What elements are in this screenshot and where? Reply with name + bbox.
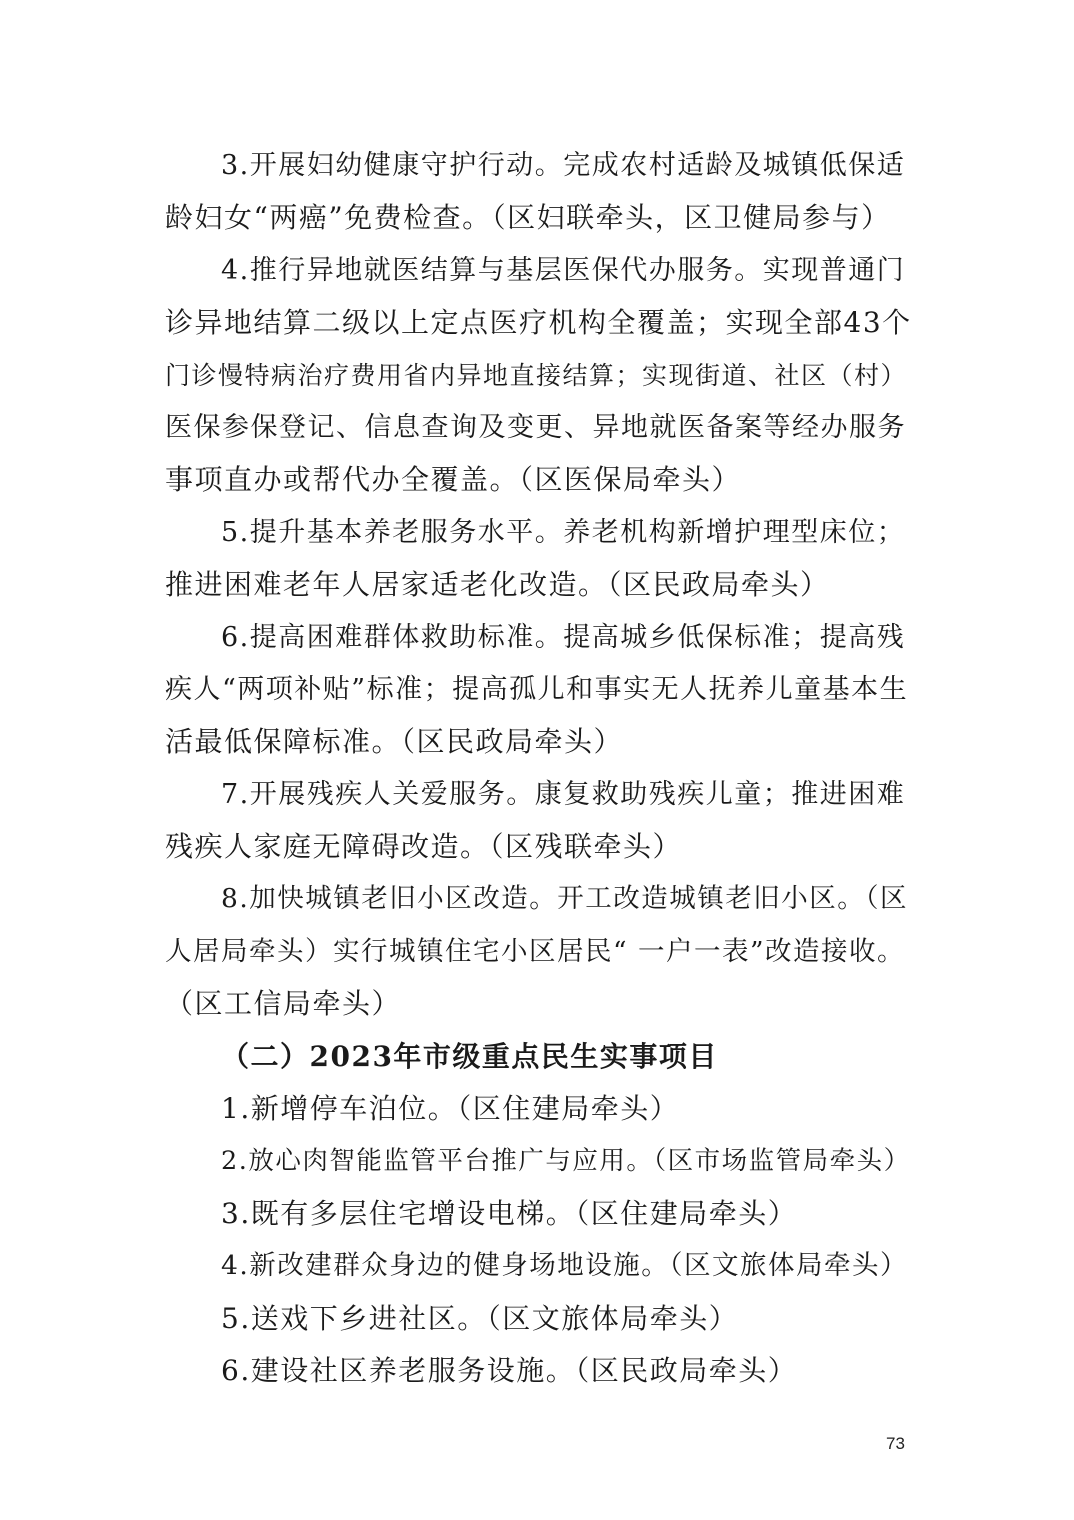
paragraph-line: 7.开展残疾人关爱服务。康复救助残疾儿童；推进困难 [221, 778, 906, 810]
paragraph-line: 残疾人家庭无障碍改造。（区残联牵头） [165, 830, 683, 864]
paragraph-line: 医保参保登记、信息查询及变更、异地就医备案等经办服务 [165, 411, 906, 443]
section-heading: （二）2023年市级重点民生实事项目 [221, 1039, 718, 1073]
list-item: 1.新增停车泊位。（区住建局牵头） [221, 1092, 680, 1126]
paragraph-line: 4.推行异地就医结算与基层医保代办服务。实现普通门 [221, 254, 906, 286]
paragraph-line: 3.开展妇幼健康守护行动。完成农村适龄及城镇低保适 [221, 150, 906, 181]
paragraph-line: 5.提升基本养老服务水平。养老机构新增护理型床位； [221, 516, 906, 548]
page-number: 73 [886, 1434, 905, 1453]
paragraph-line: （区工信局牵头） [165, 987, 402, 1021]
list-item: 5.送戏下乡进社区。（区文旅体局牵头） [221, 1301, 739, 1335]
paragraph-line: 事项直办或帮代办全覆盖。（区医保局牵头） [165, 463, 742, 497]
paragraph-line: 推进困难老年人居家适老化改造。（区民政局牵头） [165, 568, 830, 602]
paragraph-line: 8.加快城镇老旧小区改造。开工改造城镇老旧小区。（区 [221, 883, 909, 915]
list-item: 3.既有多层住宅增设电梯。（区住建局牵头） [221, 1196, 798, 1230]
list-item: 6.建设社区养老服务设施。（区民政局牵头） [221, 1353, 798, 1387]
paragraph-line: 疾人“两项补贴”标准；提高孤儿和事实无人抚养儿童基本生 [165, 673, 909, 705]
paragraph-line: 门诊慢特病治疗费用省内异地直接结算；实现街道、社区（村） [165, 360, 908, 390]
paragraph-line: 活最低保障标准。（区民政局牵头） [165, 725, 624, 759]
paragraph-line: 诊异地结算二级以上定点医疗机构全覆盖；实现全部43个 [165, 306, 912, 340]
document-body [165, 140, 915, 1397]
list-item: 2.放心肉智能监管平台推广与应用。（区市场监管局牵头） [221, 1146, 911, 1177]
paragraph-line: 6.提高困难群体救助标准。提高城乡低保标准；提高残 [221, 621, 906, 653]
list-item: 4.新改建群众身边的健身场地设施。（区文旅体局牵头） [221, 1250, 909, 1282]
paragraph-line: 龄妇女“两癌”免费检查。（区妇联牵头，区卫健局参与） [165, 201, 891, 235]
paragraph-line: 人居局牵头）实行城镇住宅小区居民“ 一户一表”改造接收。 [165, 935, 906, 967]
